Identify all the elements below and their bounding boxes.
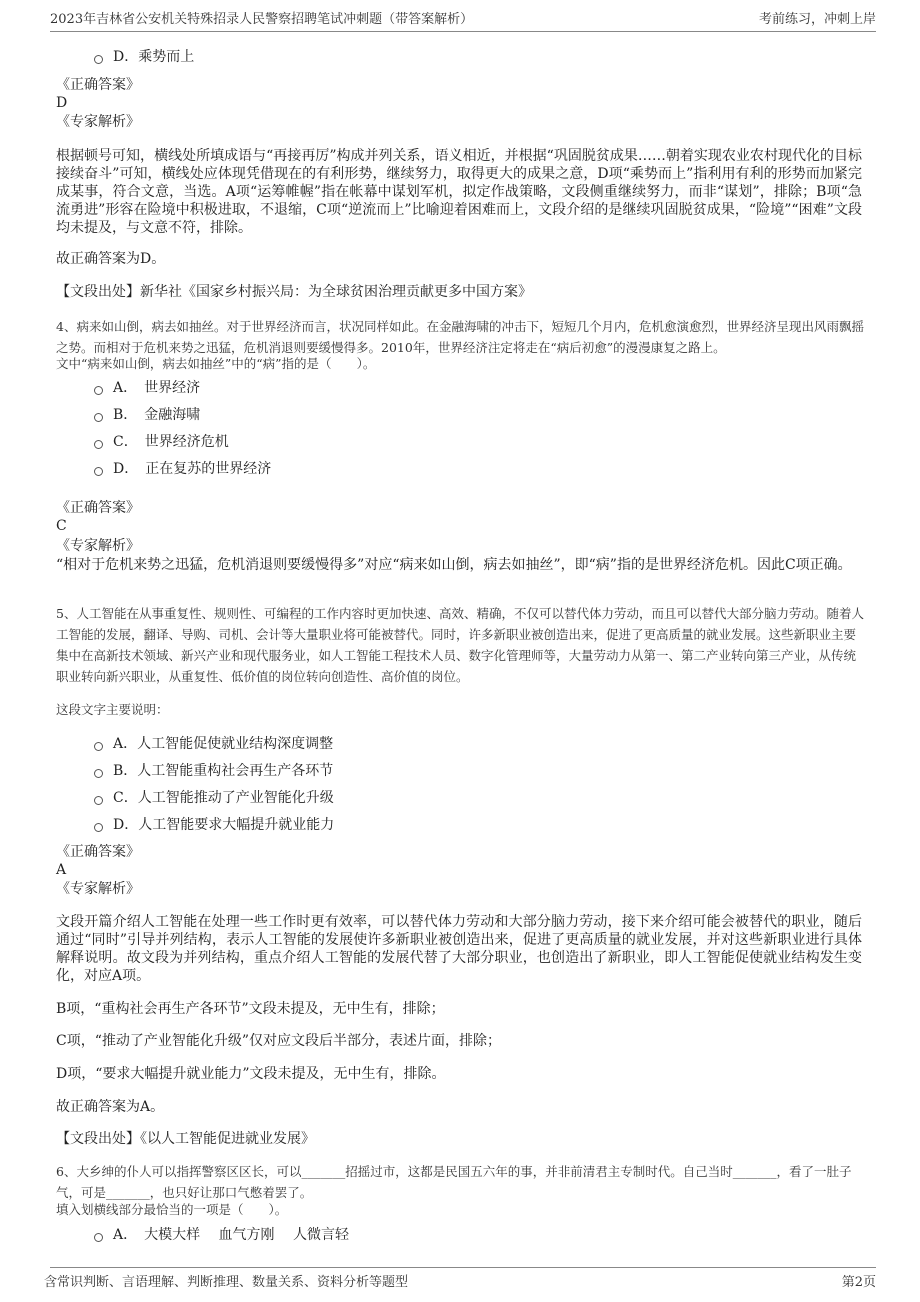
q3-conclusion: 故正确答案为D。 bbox=[56, 251, 166, 267]
radio-icon[interactable] bbox=[94, 769, 103, 778]
q5-conclusion: 故正确答案为A。 bbox=[56, 1099, 165, 1115]
q5-option-c[interactable] bbox=[94, 787, 334, 807]
q4-analysis-label: 《专家解析》 bbox=[56, 538, 140, 554]
q3-option-d-label: D．乘势而上 bbox=[113, 49, 195, 65]
q5-option-a-label: A．人工智能促使就业结构深度调整 bbox=[113, 736, 334, 752]
q5-option-c-note: C项，“推动了产业智能化升级”仅对应文段后半部分，表述片面，排除； bbox=[56, 1033, 502, 1049]
q4-answer-label: 《正确答案》 bbox=[56, 500, 140, 516]
q6-option-a-label: A． 大模大样 血气方刚 人微言轻 bbox=[113, 1227, 350, 1243]
radio-icon[interactable] bbox=[94, 440, 103, 449]
q3-answer-value: D bbox=[56, 95, 68, 111]
q5-option-a[interactable] bbox=[94, 733, 333, 753]
q4-analysis-text: “相对于危机来势之迅猛，危机消退则要缓慢得多”对应“病来如山倒，病去如抽丝”，即“病”指的是世界经济危机。因此C项正确。 bbox=[56, 557, 852, 573]
q5-option-d-label: D．人工智能要求大幅提升就业能力 bbox=[113, 817, 335, 833]
q3-analysis-text: 根据顿号可知，横线处所填成语与“再接再厉”构成并列关系，语义相近，并根据“巩固脱贫成果……朝着实现农业农村现代化的目标接续奋斗”可知，横线处应体现凭借现在的有利形势，继续努力，取得更大的成果之意，D项“乘势而上”指利用有利的形势而加紧完成某事，符合文意，当选。A项“运筹帷幄”指在帐幕中谋划军机，拟定作战策略，文段侧重继续努力，而非“谋划”，排除；B项“急流勇进”形容在险境中积极进取，不退缩，C项“逆流而上”比喻迎着困难而上，文段介绍的是继续巩固脱贫成果，“险境”“困难”文段均未提及，与文意不符，排除。 bbox=[56, 148, 862, 236]
q3-option-d[interactable] bbox=[94, 46, 194, 66]
q5-option-b-note: B项，“重构社会再生产各环节”文段未提及，无中生有，排除； bbox=[56, 1001, 445, 1017]
q4-question: 文中“病来如山倒，病去如抽丝”中的“病”指的是（ ）。 bbox=[56, 356, 376, 371]
radio-icon[interactable] bbox=[94, 413, 103, 422]
radio-icon[interactable] bbox=[94, 796, 103, 805]
q6-option-a[interactable] bbox=[94, 1224, 349, 1244]
q5-option-c-label: C．人工智能推动了产业智能化升级 bbox=[113, 790, 334, 806]
q5-option-d-note: D项，“要求大幅提升就业能力”文段未提及，无中生有，排除。 bbox=[56, 1066, 446, 1082]
radio-icon[interactable] bbox=[94, 55, 103, 64]
footer-description: 含常识判断、言语理解、判断推理、数量关系、资料分析等题型 bbox=[44, 1275, 409, 1290]
q5-analysis-text: 文段开篇介绍人工智能在处理一些工作时更有效率，可以替代体力劳动和大部分脑力劳动，接下来介绍可能会被替代的职业，随后通过“同时”引导并列结构，表示人工智能的发展使许多新职业被创造出来，促进了更高质量的就业发展，并对这些新职业进行具体解释说明。故文段为并列结构，重点介绍人工智能的发展代替了大部分职业，也创造出了新职业，即人工智能促使就业结构发生变化，对应A项。 bbox=[56, 914, 862, 984]
q6-stem: 6、大乡绅的仆人可以指挥警察区区长，可以_______招摇过市，这都是民国五六年的事，并非前清君主专制时代。自己当时_______，看了一肚子气，可是_______，也只好让那口气憋着罢了。 bbox=[56, 1164, 852, 1200]
q5-question: 这段文字主要说明： bbox=[56, 702, 169, 717]
q3-analysis-label: 《专家解析》 bbox=[56, 114, 140, 130]
q5-option-b[interactable] bbox=[94, 760, 333, 780]
q5-stem: 5、人工智能在从事重复性、规则性、可编程的工作内容时更加快速、高效、精确，不仅可以替代体力劳动，而且可以替代大部分脑力劳动。随着人工智能的发展，翻译、导购、司机、会计等大量职业将可能被替代。同时，许多新职业被创造出来，促进了更高质量的就业发展。这些新职业主要集中在高新技术领域、新兴产业和现代服务业，如人工智能工程技术人员、数字化管理师等，大量劳动力从第一、第二产业转向第三产业，从传统职业转向新兴职业，从重复性、低价值的岗位转向创造性、高价值的岗位。 bbox=[56, 606, 864, 684]
q3-answer-label: 《正确答案》 bbox=[56, 77, 140, 93]
document-header-slogan: 考前练习，冲刺上岸 bbox=[758, 12, 876, 27]
q5-option-d[interactable] bbox=[94, 814, 334, 834]
q5-option-b-label: B．人工智能重构社会再生产各环节 bbox=[113, 763, 334, 779]
q4-option-b-label: B． 金融海啸 bbox=[113, 407, 201, 423]
header-divider bbox=[50, 31, 876, 32]
q6-question: 填入划横线部分最恰当的一项是（ ）。 bbox=[56, 1202, 288, 1217]
q5-source: 【文段出处】《以人工智能促进就业发展》 bbox=[56, 1131, 315, 1147]
q5-answer-label: 《正确答案》 bbox=[56, 844, 140, 860]
q4-option-c[interactable] bbox=[94, 431, 229, 451]
footer-divider bbox=[50, 1267, 876, 1268]
radio-icon[interactable] bbox=[94, 823, 103, 832]
q3-source: 【文段出处】新华社《国家乡村振兴局：为全球贫困治理贡献更多中国方案》 bbox=[56, 284, 532, 300]
radio-icon[interactable] bbox=[94, 1233, 103, 1242]
radio-icon[interactable] bbox=[94, 742, 103, 751]
radio-icon[interactable] bbox=[94, 386, 103, 395]
q5-analysis-label: 《专家解析》 bbox=[56, 881, 140, 897]
q4-option-a-label: A． 世界经济 bbox=[113, 380, 201, 396]
q4-stem: 4、病来如山倒，病去如抽丝。对于世界经济而言，状况同样如此。在金融海啸的冲击下，短短几个月内，危机愈演愈烈，世界经济呈现出风雨飘摇之势。而相对于危机来势之迅猛，危机消退则要缓慢得多。2010年，世界经济注定将走在“病后初愈”的漫漫康复之路上。 bbox=[56, 319, 864, 355]
q4-option-a[interactable] bbox=[94, 377, 200, 397]
q4-answer-value: C bbox=[56, 518, 67, 534]
radio-icon[interactable] bbox=[94, 467, 103, 476]
document-header-title: 2023年吉林省公安机关特殊招录人民警察招聘笔试冲刺题（带答案解析） bbox=[50, 12, 474, 27]
page-number: 第2页 bbox=[841, 1275, 876, 1290]
q4-option-b[interactable] bbox=[94, 404, 200, 424]
q4-option-d[interactable] bbox=[94, 458, 271, 478]
q5-answer-value: A bbox=[56, 862, 67, 878]
q4-option-c-label: C． 世界经济危机 bbox=[113, 434, 229, 450]
q4-option-d-label: D． 正在复苏的世界经济 bbox=[113, 461, 272, 477]
